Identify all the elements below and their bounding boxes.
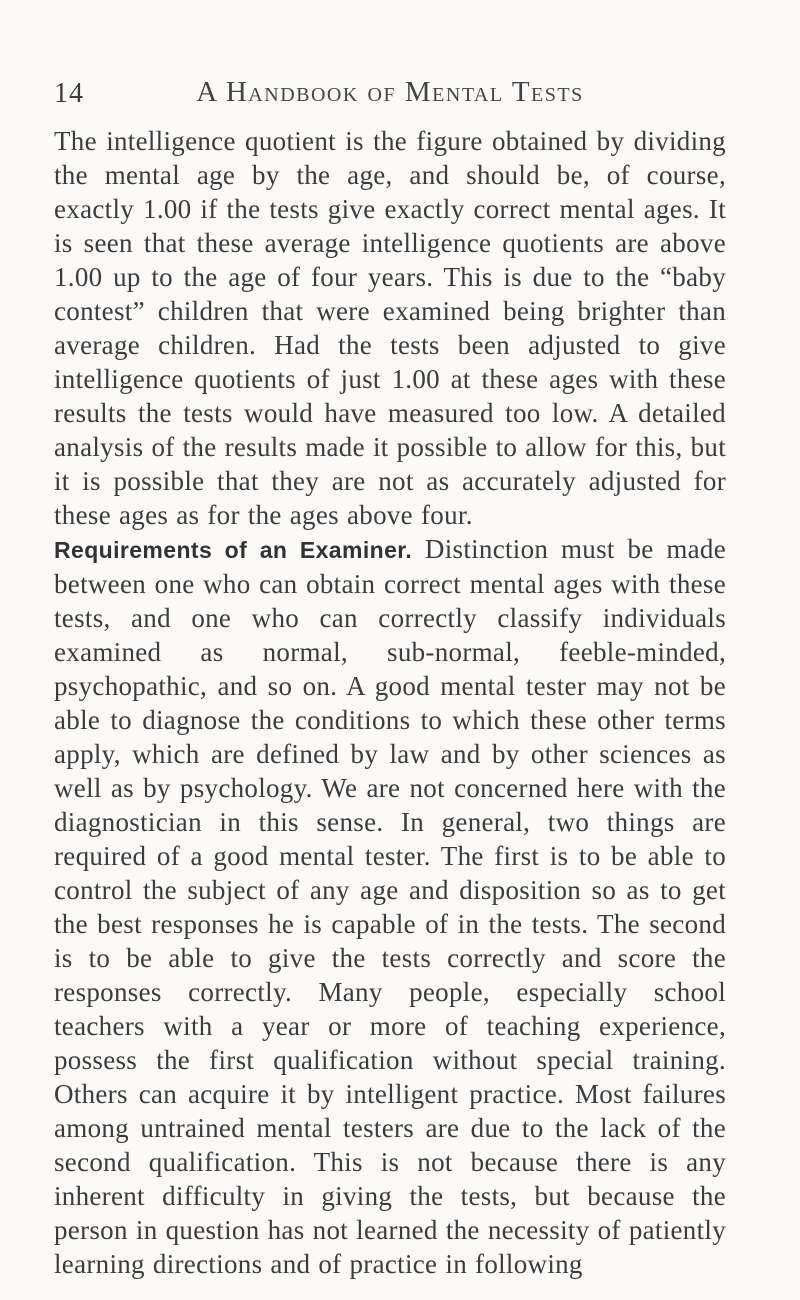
paragraph-requirements-text: Distinction must be made between one who can obtain correct mental ages with these tests, and one who can correctly classify individuals examined as normal, sub-normal, feeble-minded, psychopathic, and so on. A good mental tester may not be able to diagnose the conditions to which these other terms apply, which are defined by law and by other sciences as well as by psychology. We are not concerned here with the diagnostician in this sense. In general, two things are required of a good mental tester. The first is to be able to control the subject of any age and disposition so as to get the best responses he is capable of in the tests. The second is to be able to give the tests correctly and score the responses correctly. Many people, especially school teachers with a year or more of teaching experience, possess the first qualification without special training. Others can acquire it by intelligent practice. Most failures among untrained mental testers are due to the lack of the second qualification. This is not because there is any inherent difficulty in giving the tests, but because the person in question has not learned the necessity of patiently learning directions and of practice in following (54, 534, 726, 1279)
running-title: A Handbook of Mental Tests (196, 76, 584, 108)
book-page (54, 72, 726, 1281)
section-heading: Requirements of an Examiner. (54, 537, 413, 563)
running-head (54, 72, 726, 120)
body-text (54, 124, 726, 1281)
paragraph-requirements (54, 532, 726, 1281)
paragraph-intelligence-quotient: The intelligence quotient is the figure obtained by dividing the mental age by the age, and should be, of course, exactly 1.00 if the tests give exactly correct mental ages. It is seen that these average intelligence quotients are above 1.00 up to the age of four years. This is due to the “baby contest” children that were examined being brighter than average children. Had the tests been adjusted to give intelligence quotients of just 1.00 at these ages with these results the tests would have measured too low. A detailed analysis of the results made it possible to allow for this, but it is possible that they are not as accurately adjusted for these ages as for the ages above four. (54, 126, 726, 530)
page-number: 14 (54, 78, 84, 109)
